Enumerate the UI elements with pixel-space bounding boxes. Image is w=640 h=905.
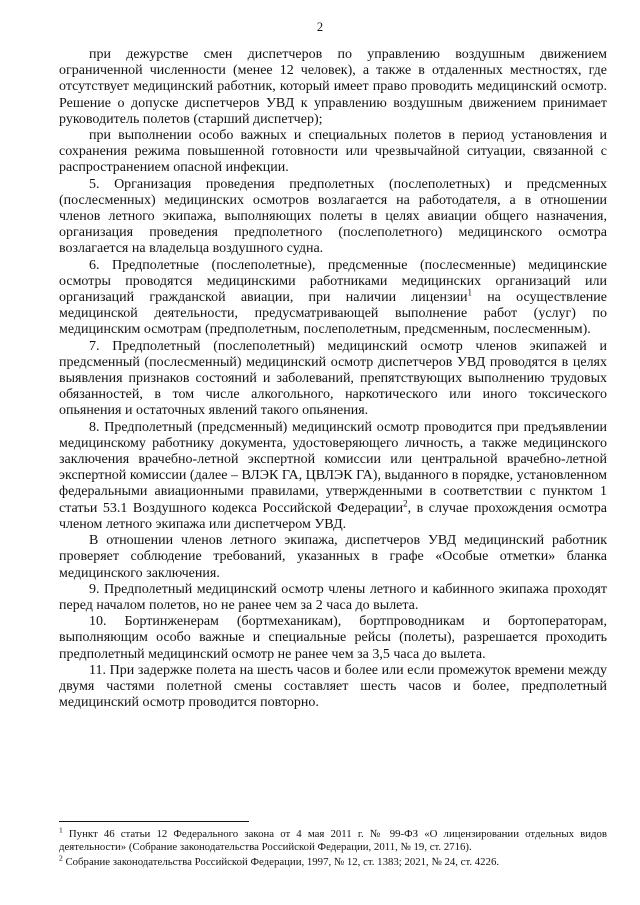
- paragraph-special-flights: при выполнении особо важных и специальных полетов в период установления и сохранения режима повышенной готовности или чрезвычайной ситуации, связанной с распространением опасной инфекции.: [59, 128, 607, 176]
- footnote-ref-2[interactable]: 2: [403, 498, 408, 509]
- footnote-2-mark: 2: [59, 853, 63, 863]
- footnote-divider: [59, 821, 249, 822]
- paragraph-item-5: 5. Организация проведения предполетных (послеполетных) и предсменных (послесменных) медицинских осмотров возлагается на работодателя, а в отношении членов летного экипажа, выполняющих полеты в целях авиации общего назначения, организация проведения предполетного (послеполетного) медицинского осмотра возлагается на владельца воздушного судна.: [59, 176, 607, 257]
- footnote-ref-1[interactable]: 1: [467, 287, 472, 298]
- paragraph-item-6-part-a: 6. Предполетные (послеполетные), предсменные (послесменные) медицинские осмотры проводятся медицинскими работниками медицинских организаций или организаций гражданской авиации, при наличии лицензии: [59, 257, 607, 306]
- paragraph-item-8-part-a: 8. Предполетный (предсменный) медицинский осмотр проводится при предъявлении медицинскому работнику документа, удостоверяющего личность, а также медицинского заключения врачебно-летной экспертной комиссии или центральной врачебно-летной экспертной комиссии (далее – ВЛЭК ГА, ЦВЛЭК ГА), выданного в порядке, установленном федеральными авиационными правилами, утвержденными в соответствии с пунктом 1 статьи 53.1 Воздушного кодекса Российской Федерации: [59, 419, 607, 516]
- paragraph-item-8-part-b: , в случае прохождения осмотра членом летного экипажа или диспетчером УВД.: [59, 500, 607, 532]
- page-number: 2: [316, 20, 324, 34]
- paragraph-item-8: [59, 420, 607, 533]
- paragraph-special-marks: В отношении членов летного экипажа, диспетчеров УВД медицинский работник проверяет соблюдение требований, указанных в графе «Особые отметки» бланка медицинского заключения.: [59, 533, 607, 581]
- footnote-1-text: Пункт 46 статьи 12 Федерального закона от 4 мая 2011 г. № 99-ФЗ «О лицензировании отдельных видов деятельности» (Собрание законодательства Российской Федерации, 2011, № 19, ст. 2716).: [59, 828, 607, 854]
- paragraph-item-10: 10. Бортинженерам (бортмеханикам), бортпроводникам и бортоператорам, выполняющим особо важные и специальные рейсы (полеты), разрешается проходить предполетный медицинский осмотр не ранее чем за 3,5 часа до вылета.: [59, 614, 607, 662]
- paragraph-item-7: 7. Предполетный (послеполетный) медицинский осмотр членов экипажей и предсменный (послесменный) медицинский осмотр диспетчеров УВД проводятся в целях выявления признаков состояний и заболеваний, препятствующих выполнению трудовых обязанностей, в том числе алкогольного, наркотического или иного токсического опьянения и остаточных явлений такого опьянения.: [59, 338, 607, 419]
- paragraph-item-9: 9. Предполетный медицинский осмотр члены летного и кабинного экипажа проходят перед началом полетов, но не ранее чем за 2 часа до вылета.: [59, 581, 607, 613]
- paragraph-item-6-part-b: на осуществление медицинской деятельности, предусматривающей выполнение работ (услуг) по медицинским осмотрам (предполетным, послеполетным, предсменным, послесменным).: [59, 290, 607, 338]
- footnote-2-text: Собрание законодательства Российской Федерации, 1997, № 12, ст. 1383; 2021, № 24, ст. 4226.: [62, 856, 500, 869]
- paragraph-item-11: 11. При задержке полета на шесть часов и более или если промежуток времени между двумя частями полетной смены составляет шесть часов и более, предполетный медицинский осмотр проводится повторно.: [59, 662, 607, 711]
- paragraph-item-6: [59, 258, 607, 339]
- paragraph-duty-shifts: при дежурстве смен диспетчеров по управлению воздушным движением ограниченной численности (менее 12 человек), а также в отдаленных местностях, где отсутствует медицинский работник, который имеет право проводить медицинский осмотр. Решение о допуске диспетчеров УВД к управлению воздушным движением принимает руководитель полетов (старший диспетчер);: [59, 47, 607, 127]
- document-body: [59, 47, 607, 711]
- footnote-1-mark: 1: [59, 825, 63, 835]
- footnotes: [59, 825, 607, 872]
- footnote-2: [59, 853, 607, 869]
- footnote-1: [59, 825, 607, 854]
